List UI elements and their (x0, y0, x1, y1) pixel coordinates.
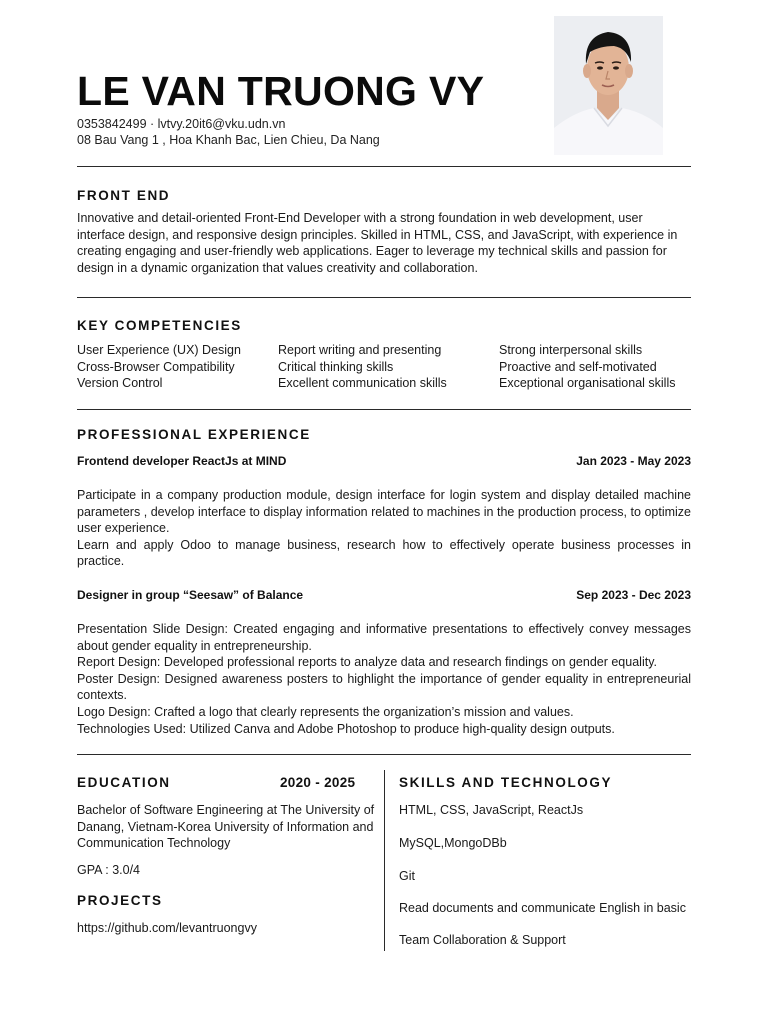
job-description (77, 487, 691, 570)
competencies-column-2 (278, 342, 447, 392)
project-link[interactable]: https://github.com/levantruongvy (77, 921, 257, 935)
experience-heading: PROFESSIONAL EXPERIENCE (77, 427, 311, 442)
divider (77, 754, 691, 755)
job-line: Logo Design: Crafted a logo that clearly represents the organization’s mission and values. (77, 704, 574, 719)
competency-item: Version Control (77, 376, 163, 391)
skill-item: Team Collaboration & Support (399, 933, 566, 947)
competency-item: Report writing and presenting (278, 343, 442, 357)
job-date: Jan 2023 - May 2023 (576, 454, 691, 468)
address: 08 Bau Vang 1 , Hoa Khanh Bac, Lien Chieu, Da Nang (77, 133, 380, 147)
summary-heading: FRONT END (77, 188, 171, 203)
job-line: Presentation Slide Design: Created engaging and informative presentations to effectively convey messages about gender equality in entrepreneurship. (77, 622, 691, 653)
skill-item: Read documents and communicate English in basic (399, 901, 686, 915)
candidate-name: LE VAN TRUONG VY (77, 68, 485, 114)
competency-item: User Experience (UX) Design (77, 343, 241, 357)
column-divider (384, 770, 385, 951)
competencies-column-3 (499, 342, 675, 392)
job-title: Designer in group “Seesaw” of Balance (77, 588, 304, 602)
job-line: Participate in a company production module, design interface for login system and display detailed machine parameters , develop interface to display information related to machines in the production process, to optimize user experience. (77, 488, 691, 536)
education-degree: Bachelor of Software Engineering at The University of Danang, Vietnam-Korea University of Information and Communication Technology (77, 803, 375, 851)
competency-item: Critical thinking skills (278, 359, 394, 374)
skill-item: HTML, CSS, JavaScript, ReactJs (399, 803, 584, 817)
job-line: Report Design: Developed professional reports to analyze data and research findings on gender equality. (77, 655, 657, 670)
job-title: Frontend developer ReactJs at MIND (77, 454, 287, 468)
contact-line: 0353842499 · lvtvy.20it6@vku.udn.vn (77, 117, 286, 131)
skill-item: MySQL,MongoDBb (399, 836, 507, 850)
job-line: Learn and apply Odoo to manage business, research how to effectively operate business processes in practice. (77, 537, 691, 569)
competencies-heading: KEY COMPETENCIES (77, 318, 242, 333)
job-line: Technologies Used: Utilized Canva and Adobe Photoshop to produce high-quality design outputs. (77, 721, 615, 736)
job-description (77, 621, 691, 737)
summary-text: Innovative and detail-oriented Front-End Developer with a strong foundation in web development, user interface design, and responsive design principles. Skilled in HTML, CSS, and JavaScript, with experience in creating engaging and user-friendly web applications. Eager to leverage my technical skills and passion for design in a dynamic organization that values creativity and collaboration. (77, 211, 678, 275)
divider (77, 409, 691, 410)
competency-item: Excellent communication skills (278, 376, 447, 391)
education-years: 2020 - 2025 (280, 775, 356, 790)
competency-item: Proactive and self-motivated (499, 359, 657, 374)
divider (77, 166, 691, 167)
profile-photo (554, 16, 663, 155)
competency-item: Exceptional organisational skills (499, 376, 676, 391)
projects-heading: PROJECTS (77, 893, 163, 908)
job-line: Poster Design: Designed awareness posters to highlight the importance of gender equality in entrepreneurial contexts. (77, 671, 691, 703)
skill-item: Git (399, 869, 415, 883)
competencies-column-1 (77, 342, 241, 392)
competency-item: Cross-Browser Compatibility (77, 359, 235, 374)
skills-heading: SKILLS AND TECHNOLOGY (399, 775, 613, 790)
education-gpa: GPA : 3.0/4 (77, 863, 141, 877)
divider (77, 297, 691, 298)
job-date: Sep 2023 - Dec 2023 (576, 588, 691, 602)
education-heading: EDUCATION (77, 775, 171, 790)
competency-item: Strong interpersonal skills (499, 343, 643, 357)
